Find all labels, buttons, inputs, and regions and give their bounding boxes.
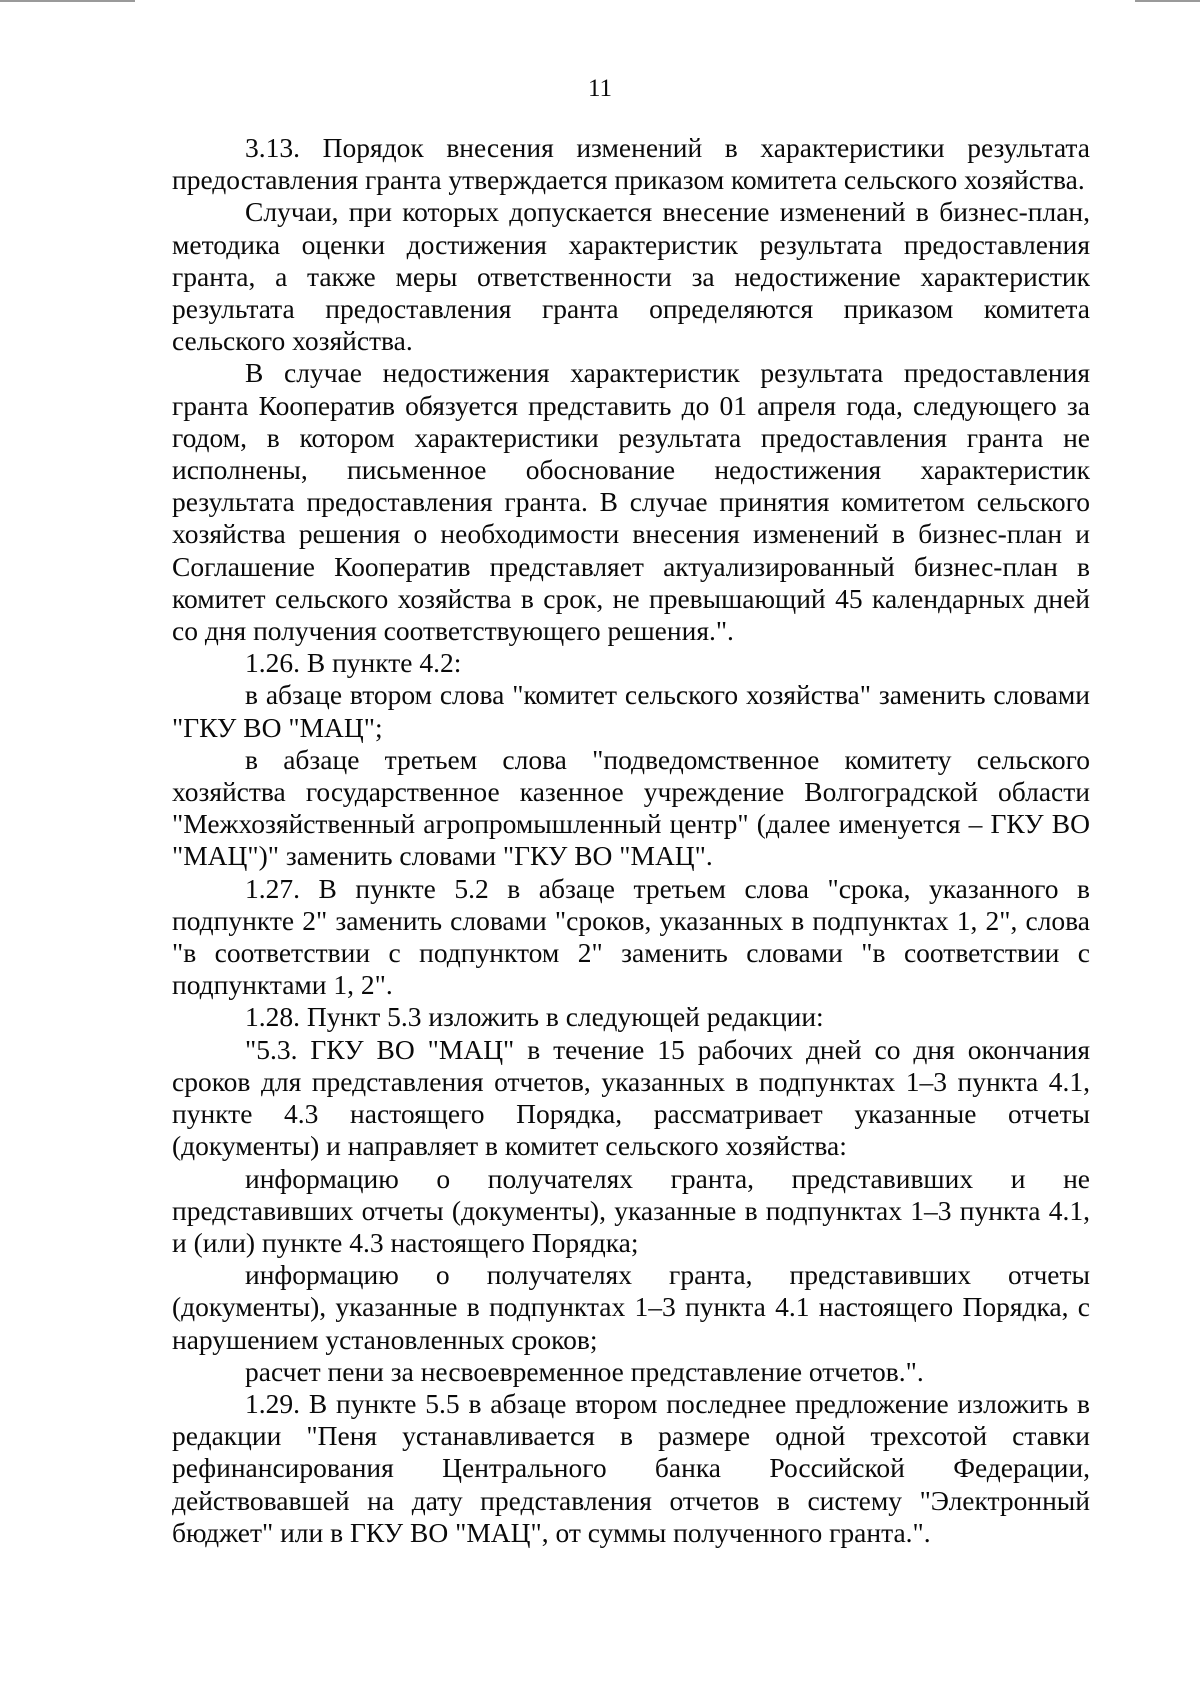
scan-edge-mark-left (0, 0, 135, 2)
paragraph-5-3: "5.3. ГКУ ВО "МАЦ" в течение 15 рабочих дней со дня окончания сроков для представления отчетов, указанных в подпунктах 1–3 пункта 4.1, пункте 4.3 настоящего Порядка, рассматривает указанные отчеты (документы) и направляет в комитет сельского хозяйства: (172, 1033, 1090, 1162)
paragraph-1-28: 1.28. Пункт 5.3 изложить в следующей редакции: (245, 1001, 824, 1033)
paragraph-1-26: 1.26. В пункте 4.2: (245, 647, 462, 679)
paragraph-3-13: 3.13. Порядок внесения изменений в характеристики результата предоставления гранта утверждается приказом комитета сельского хозяйства. (172, 132, 1090, 196)
paragraph-1-26-third-clause: в абзаце третьем слова "подведомственное комитету сельского хозяйства государственное казенное учреждение Волгоградской области "Межхозяйственный агропромышленный центр" (далее именуется – ГКУ ВО "МАЦ")" заменить словами "ГКУ ВО "МАЦ". (172, 743, 1090, 872)
paragraph-info-recipients: информацию о получателях гранта, представивших и не представивших отчеты (документы), указанные в подпунктах 1–3 пункта 4.1, и (или) пункте 4.3 настоящего Порядка; (172, 1162, 1090, 1258)
paragraph-1-29: 1.29. В пункте 5.5 в абзаце втором последнее предложение изложить в редакции "Пеня устанавливается в размере одной трехсотой ставки рефинансирования Центрального банка Российской Федерации, действовавшей на дату представления отчетов в систему "Электронный бюджет" или в ГКУ ВО "МАЦ", от суммы полученного гранта.". (172, 1387, 1090, 1548)
document-body (172, 132, 1090, 1549)
paragraph-info-late: информацию о получателях гранта, представивших отчеты (документы), указанные в подпунктах 1–3 пункта 4.1 настоящего Порядка, с нарушением установленных сроков; (172, 1259, 1090, 1355)
paragraph-non-achievement: В случае недостижения характеристик результата предоставления гранта Кооператив обязуется представить до 01 апреля года, следующего за годом, в котором характеристики результата предоставления гранта не исполнены, письменное обоснование недостижения характеристик результата предоставления гранта. В случае принятия комитетом сельского хозяйства решения о необходимости внесения изменений в бизнес-план и Соглашение Кооператив представляет актуализированный бизнес-план в комитет сельского хозяйства в срок, не превышающий 45 календарных дней со дня получения соответствующего решения.". (172, 357, 1090, 647)
paragraph-1-27: 1.27. В пункте 5.2 в абзаце третьем слова "срока, указанного в подпункте 2" заменить словами "сроков, указанных в подпунктах 1, 2", слова "в соответствии с подпунктом 2" заменить словами "в соответствии с подпунктами 1, 2". (172, 872, 1090, 1001)
scan-edge-mark-right (1135, 0, 1200, 2)
paragraph-penalty-calc: расчет пени за несвоевременное представление отчетов.". (245, 1355, 924, 1387)
paragraph-1-26-second-clause: в абзаце втором слова "комитет сельского хозяйства" заменить словами "ГКУ ВО "МАЦ"; (172, 679, 1090, 743)
page-number: 11 (587, 75, 613, 102)
paragraph-change-cases: Случаи, при которых допускается внесение изменений в бизнес-план, методика оценки достижения характеристик результата предоставления гранта, а также меры ответственности за недостижение характеристик результата предоставления гранта определяются приказом комитета сельского хозяйства. (172, 196, 1090, 357)
